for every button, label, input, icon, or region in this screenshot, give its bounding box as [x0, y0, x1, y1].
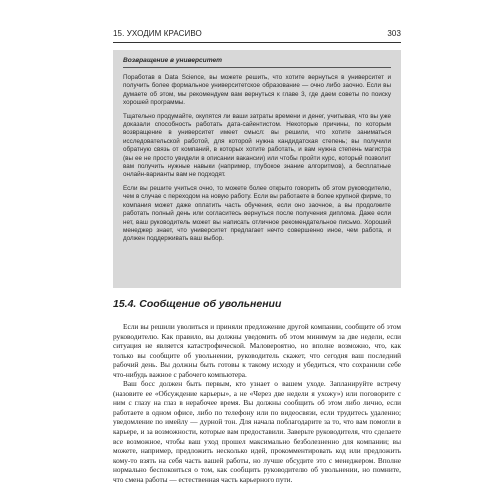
sidebar-paragraph: Тщательно продумайте, окупятся ли ваши затраты времени и денег, учитывая, что вы уже доказали способность работать дата-сайентистом. Некоторые причины, по которым возвращение в университет имеет смысл: вы решили, что хотите заниматься исследовательской работой, для которой нужна кандидатская степень; вы получили обратную связь от компаний, в которых хотите работать, и вам нужна степень магистра (вы ее не просто увидели в описании вакансии) или чтобы пройти курс, который позволит вам получить нужные навыки (например, глубокое знание алгоритмов), а бесплатные онлайн-варианты вам не подходят. [123, 112, 391, 179]
sidebar-paragraph: Если вы решите учиться очно, то можете более открыто говорить об этом руководителю, чем в случае с переходом на новую работу. Если вы работаете в более крупной фирме, то компания может даже оплатить часть обучения, если оно заочное, а вы продолжите работать полный день или согласитесь вернуться после получения диплома. Даже если нет, ваш руководитель может вы написать отличное рекомендательное письмо. Хороший менеджер знает, что университет предлагает нечто совершенно иное, чем работа, и должен поддерживать ваш выбор. [123, 184, 391, 243]
sidebar-rule [123, 67, 391, 68]
chapter-title: 15. УХОДИМ КРАСИВО [113, 29, 202, 38]
sidebar-title: Возвращение в университет [123, 57, 223, 64]
header-rule [113, 42, 401, 43]
page-number: 303 [387, 29, 401, 38]
body-paragraph: Ваш босс должен быть первым, кто узнает о вашем уходе. Запланируйте встречу (назовите ее «Обсуждение карьеры», а не «Через две недели я ухожу») или поговорите с ним с глазу на глаз в нерабочее время. Вы должны сообщить об этом либо лично, если работаете в одном офисе, либо по телефону или по видеосвязи, если трудитесь удаленно; уведомление по имейлу — дурной тон. Для начала поблагодарите за то, что вам помогли в карьере, и за возможности, которые вам предоставили. Заверьте руководителя, что сделаете все возможное, чтобы ваш уход прошел максимально безболезненно для компании; вы можете, например, предложить несколько идей, прокомментировать код или предложить кому-то взять на себя часть вашей работы, но лучше обсудите это с менеджером. Вполне нормально беспокоиться о том, как сообщить руководителю об увольнении, но помните, что смена работы — естественная часть карьерного пути. [113, 379, 401, 484]
running-head [113, 28, 401, 42]
section-heading: 15.4. Сообщение об увольнении [113, 298, 282, 310]
body-text [113, 322, 401, 484]
sidebar-paragraph: Поработав в Data Science, вы можете решить, что хотите вернуться в университет и получить более формальное университетское образование — очно либо заочно. Если вы думаете об этом, мы рекомендуем вам вернуться к главе 3, где даем советы по поиску хорошей программы. [123, 74, 391, 107]
sidebar-box [113, 50, 401, 288]
body-paragraph: Если вы решили уволиться и приняли предложение другой компании, сообщите об этом руководителю. Как правило, вы должны уведомить об этом минимум за две недели, если ситуация не является катастрофической. Маловероятно, но вполне возможно, что, как только вы сообщите об увольнении, руководитель скажет, что сегодня ваш последний рабочий день. Вы должны быть готовы к такому исходу и убедиться, что сохранили себе что-нибудь важное с рабочего компьютера. [113, 322, 401, 379]
